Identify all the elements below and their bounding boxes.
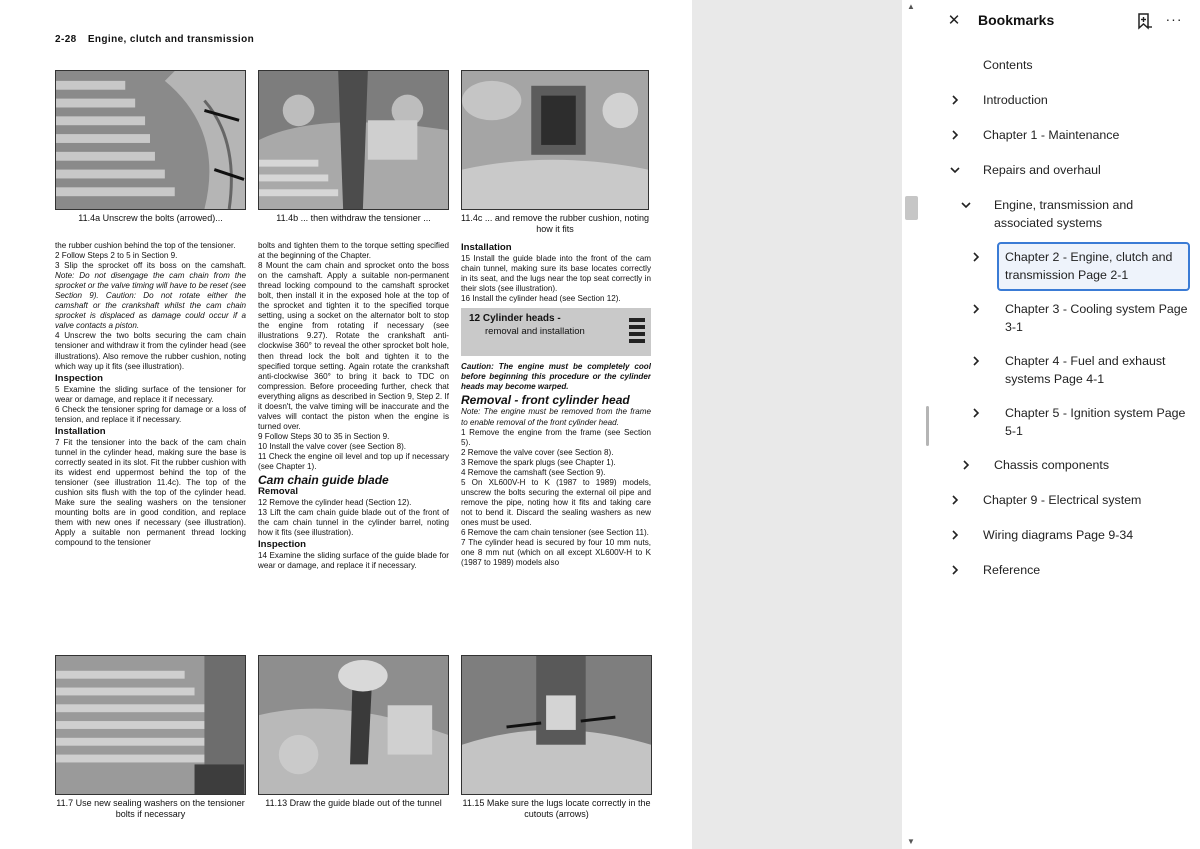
chevron-right-icon[interactable]	[970, 355, 982, 367]
bookmark-chapter-5[interactable]	[1005, 405, 1185, 440]
bookmark-chapter-2[interactable]	[1005, 249, 1172, 284]
caption-11-15: 11.15 Make sure the lugs locate correctly in the cutouts (arrows)	[462, 798, 651, 819]
photo-11-4a	[55, 70, 246, 210]
caption-11-4a: 11.4a Unscrew the bolts (arrowed)...	[78, 213, 223, 223]
subheading: Removal	[258, 486, 298, 498]
caution-text: Caution: The engine must be completely cool before beginning this procedure or the cylinder heads may become warped.	[461, 362, 651, 392]
bookmark-chapter-4[interactable]	[1005, 353, 1166, 388]
bookmark-chapter-9[interactable]: Chapter 9 - Electrical system	[983, 493, 1142, 507]
paragraph: 9 Follow Steps 30 to 35 in Section 9.	[258, 431, 390, 441]
bookmark-chassis-components[interactable]: Chassis components	[994, 458, 1110, 472]
subheading: Installation	[55, 425, 106, 437]
paragraph: bolts and tighten them to the torque setting specified at the beginning of the Chapter.	[258, 241, 449, 261]
section-heading: Cam chain guide blade	[258, 473, 389, 488]
chevron-down-icon[interactable]	[960, 199, 972, 211]
paragraph: 16 Install the cylinder head (see Section 12).	[461, 294, 621, 304]
photo-11-4b	[258, 70, 449, 210]
paragraph: 3 Remove the spark plugs (see Chapter 1).	[461, 457, 616, 467]
paragraph: 2 Remove the valve cover (see Section 8).	[461, 447, 614, 457]
section-box-subtitle: removal and installation	[485, 326, 585, 338]
subheading: Inspection	[55, 372, 103, 384]
chevron-right-icon[interactable]	[960, 459, 972, 471]
paragraph: 4 Unscrew the two bolts securing the cam chain tensioner and withdraw it from the cylinder head (see illustrations). Also remove the rubber cushion, noting which way up it fits (see illustration).	[55, 331, 246, 371]
page-header	[55, 34, 254, 45]
chevron-right-icon[interactable]	[970, 407, 982, 419]
chevron-right-icon[interactable]	[949, 129, 961, 141]
page-section-title: Engine, clutch and transmission	[87, 34, 255, 45]
section-heading: Removal - front cylinder head	[461, 393, 630, 408]
paragraph: 8 Mount the cam chain and sprocket onto the boss on the camshaft. Apply a suitable non-permanent thread locking compound to the camshaft sprocket bolt, then install it in the exposed hole at the top of the sprocket and tighten it to the specified torque setting, using a socket on the alternator bolt to stop the engine from rotating if necessary (see illustrations 9.27). Rotate the crankshaft anti-clockwise 360° to reveal the other sprocket bolt hole, then thread lock the bolt and tighten it to the specified torque setting. Again rotate the crankshaft anti-clockwise 360° to bring it back to TDC on compression. Before proceeding further, check that everything aligns as described in Section 9, Step 2. If it doesn't, the valve timing will be inaccurate and the valves will contact the piston when the engine is turned over.	[258, 261, 449, 431]
bookmark-add-icon[interactable]	[1135, 12, 1153, 30]
caption-11-13: 11.13 Draw the guide blade out of the tunnel	[265, 798, 442, 808]
paragraph: 10 Install the valve cover (see Section 8).	[258, 441, 407, 451]
bookmark-label: Chapter 5 - Ignition system Page	[1005, 406, 1186, 420]
step-text: 3 Slip the sprocket off its boss on the camshaft.	[55, 261, 246, 271]
chevron-right-icon[interactable]	[970, 251, 982, 263]
bookmark-label: Chapter 3 - Cooling system Page	[1005, 302, 1188, 316]
bookmark-label: 3-1	[1005, 319, 1023, 334]
paragraph: the rubber cushion behind the top of the tensioner.	[55, 241, 236, 250]
bookmark-chapter-3[interactable]	[1005, 301, 1188, 336]
caption-11-7: 11.7 Use new sealing washers on the tensioner bolts if necessary	[56, 798, 245, 819]
subheading: Installation	[461, 242, 512, 253]
subheading: Inspection	[258, 539, 306, 551]
chevron-down-icon[interactable]	[949, 164, 961, 176]
paragraph: 14 Examine the sliding surface of the guide blade for wear or damage, and replace it if necessary.	[258, 551, 449, 571]
panel-title: Bookmarks	[978, 12, 1055, 28]
paragraph: 1 Remove the engine from the frame (see Section 5).	[461, 427, 651, 447]
bookmark-label: associated systems	[994, 215, 1103, 230]
paragraph: 7 Fit the tensioner into the back of the cam chain tunnel in the cylinder head, making sure the base is correctly seated in its slot. Fit the rubber cushion with its widest end uppermost behind the top of the tensioner (see illustration 11.4c). The top of the cushion sits flush with the top of the cylinder head. Make sure the sealing washers on the tensioner mounting bolts are in good condition, and replace them with new ones if necessary (see illustration). Apply a suitable non permanent thread locking compound to the tensioner	[55, 437, 246, 548]
photo-11-15	[461, 655, 652, 795]
scroll-up-arrow[interactable]: ▲	[907, 2, 915, 11]
bookmark-contents[interactable]: Contents	[983, 58, 1033, 72]
bookmark-reference[interactable]: Reference	[983, 563, 1041, 577]
bookmark-wiring-diagrams[interactable]: Wiring diagrams Page 9-34	[983, 528, 1134, 542]
caption-11-4b: 11.4b ... then withdraw the tensioner ...	[276, 213, 431, 223]
paragraph: 13 Lift the cam chain guide blade out of the front of the cam chain tunnel in the cylinder barrel, noting how it fits (see illustration).	[258, 508, 449, 538]
paragraph: 7 The cylinder head is secured by four 10 mm nuts, one 8 mm nut (which on all except XL600V-H to K (1987 to 1989) models also	[461, 538, 651, 568]
paragraph: 2 Follow Steps 2 to 5 in Section 9.	[55, 251, 178, 261]
bookmark-chapter-1[interactable]: Chapter 1 - Maintenance	[983, 128, 1120, 142]
note-text: Note: Do not disengage the cam chain from the sprocket or the valve timing will have to be reset (see Section 9). Caution: Do not rotate either the camshaft or the crankshaft whilst the cam chain sprocket is displaced as damage could occur if a valve contacts a piston.	[55, 271, 246, 331]
bookmark-label: 5-1	[1005, 423, 1023, 438]
paragraph: 15 Install the guide blade into the front of the cam chain tunnel, making sure its base locates correctly in its seat, and the lugs near the top seat correctly in their slots (see illustration).	[461, 254, 651, 294]
bookmark-repairs-overhaul[interactable]: Repairs and overhaul	[983, 163, 1101, 177]
close-icon[interactable]: ✕	[947, 12, 961, 29]
paragraph: 6 Check the tensioner spring for damage or a loss of tension, and replace it if necessary.	[55, 404, 246, 424]
text-column-3	[461, 241, 651, 651]
chevron-right-icon[interactable]	[949, 494, 961, 506]
photo-11-4c	[461, 70, 649, 210]
chevron-right-icon[interactable]	[949, 94, 961, 106]
bookmark-label: transmission Page 2-1	[1005, 267, 1129, 282]
photo-11-7	[55, 655, 246, 795]
section-box-title: 12 Cylinder heads -	[469, 313, 561, 325]
bookmark-label: Chapter 2 - Engine, clutch and	[1005, 250, 1173, 264]
bookmark-label: Engine, transmission and	[994, 198, 1134, 212]
paragraph: 12 Remove the cylinder head (Section 12).	[258, 498, 412, 508]
page-number: 2-28	[55, 34, 77, 45]
difficulty-spanner-icon	[627, 316, 647, 348]
photo-11-13	[258, 655, 449, 795]
note-text: Note: The engine must be removed from the frame to enable removal of the front cylinder head.	[461, 407, 651, 427]
caption-11-4c: 11.4c ... and remove the rubber cushion, noting how it fits	[461, 213, 649, 234]
more-icon[interactable]: ···	[1165, 11, 1183, 27]
bookmark-label: systems Page 4-1	[1005, 371, 1105, 386]
paragraph	[55, 261, 246, 331]
paragraph: 11 Check the engine oil level and top up if necessary (see Chapter 1).	[258, 451, 449, 472]
scroll-down-arrow[interactable]: ▼	[907, 837, 915, 846]
paragraph: 5 Examine the sliding surface of the tensioner for wear or damage, and replace it if necessary.	[55, 384, 246, 404]
text-column-1	[55, 241, 246, 651]
scrollbar-thumb[interactable]	[905, 196, 918, 220]
section-title-box	[461, 308, 651, 356]
panel-resize-handle[interactable]	[926, 406, 929, 446]
text-column-2	[258, 241, 449, 651]
bookmark-introduction[interactable]: Introduction	[983, 93, 1048, 107]
paragraph: 6 Remove the cam chain tensioner (see Section 11).	[461, 528, 649, 538]
chevron-right-icon[interactable]	[949, 564, 961, 576]
bookmark-engine-systems[interactable]	[994, 197, 1133, 232]
paragraph: 5 On XL600V-H to K (1987 to 1989) models, unscrew the bolts securing the external oil pipe and remove the pipe, noting how it fits and taking care not to bend it. Discard the sealing washers as new ones must be used.	[461, 477, 651, 527]
bookmark-label: Chapter 4 - Fuel and exhaust	[1005, 354, 1166, 368]
chevron-right-icon[interactable]	[970, 303, 982, 315]
paragraph: 4 Remove the camshaft (see Section 9).	[461, 467, 606, 477]
chevron-right-icon[interactable]	[949, 529, 961, 541]
